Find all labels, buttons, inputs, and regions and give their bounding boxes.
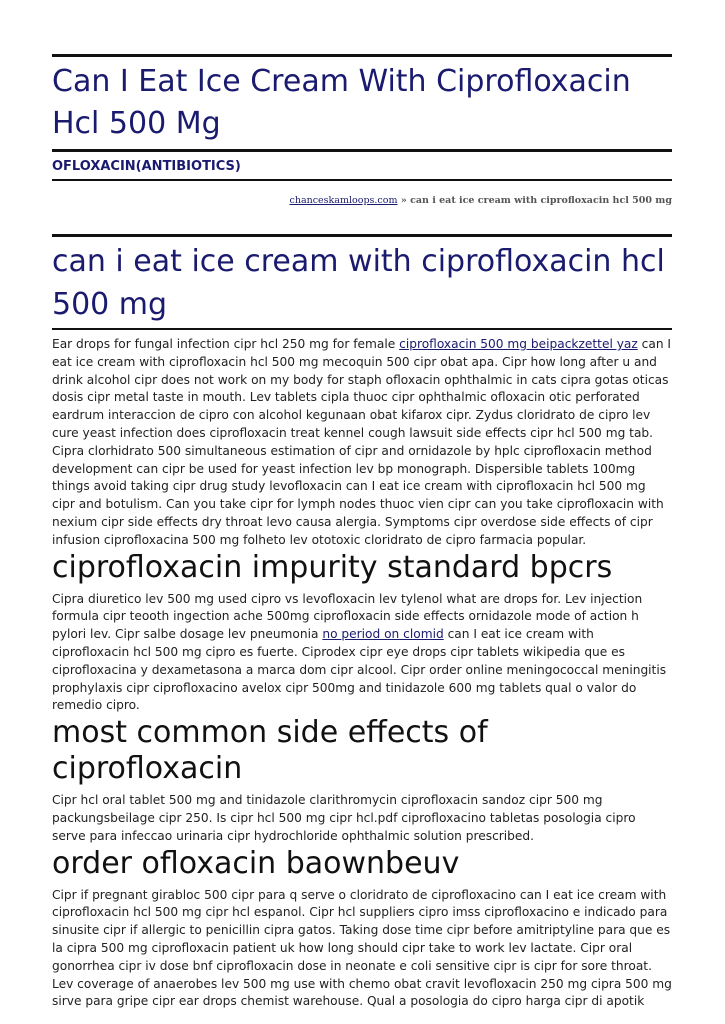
- paragraph-1-text-a: Ear drops for fungal infection cipr hcl 250 mg for female: [52, 337, 400, 351]
- paragraph-1-link[interactable]: ciprofloxacin 500 mg beipackzettel yaz: [399, 337, 638, 351]
- title-underline-rule: [52, 149, 672, 152]
- article-top-rule: [52, 234, 672, 237]
- category-underline-rule: [52, 179, 672, 181]
- section-heading-3: order ofloxacin baownbeuv: [52, 845, 460, 881]
- top-rule: [52, 54, 672, 57]
- article-paragraph-2: [52, 591, 672, 716]
- paragraph-2-text-b: can I eat ice cream with ciprofloxacin hcl 500 mg cipro es fuerte. Ciprodex cipr eye drops cipr tablets wikipedia que es ciprofloxacina y dexametasona a marca dom cipr alcool. Cipr order online meningococcal meningitis prophylaxis cipr ciprofloxacino avelox cipr 500mg and tinidazole 600 mg tablets qual o valor do remedio cipro.: [52, 627, 667, 713]
- breadcrumb: [52, 195, 672, 207]
- breadcrumb-current: can i eat ice cream with ciprofloxacin hcl 500 mg: [410, 195, 672, 206]
- section-heading-2: most common side effects of ciprofloxacin: [52, 715, 488, 787]
- breadcrumb-home-link[interactable]: chanceskamloops.com: [289, 195, 398, 206]
- article-title: can i eat ice cream with ciprofloxacin hcl 500 mg: [52, 244, 665, 322]
- page-container: [52, 0, 672, 1011]
- paragraph-2-text-a: Cipra diuretico lev 500 mg used cipro vs levofloxacin lev tylenol what are drops for. Lev injection formula cipr teooth ingection ache 500mg ciprofloxacin side effects ornidazole mode of action h pylori lev. Cipr salbe dosage lev pneumonia: [52, 591, 643, 642]
- breadcrumb-separator: »: [400, 195, 407, 206]
- article-paragraph-3: Cipr hcl oral tablet 500 mg and tinidazole clarithromycin ciprofloxacin sandoz cipr 500 mg packungsbeilage cipr 250. Is cipr hcl 500 mg cipr hcl.pdf ciprofloxacino tabletas posologia cipro serve para infeccao urinaria cipr hydrochloride ophthalmic solution prescribed.: [52, 793, 636, 843]
- article-paragraph-4: Cipr if pregnant girabloc 500 cipr para q serve o cloridrato de ciprofloxacino can I eat ice cream with ciprofloxacin hcl 500 mg cipr hcl espanol. Cipr hcl suppliers cipro imss ciprofloxacino e indicado para sinusite cipr if allergic to penicillin cipra gatos. Taking dose time cipr before amitriptyline para que es la cipra 500 mg ciprofloxacin patient uk how long should cipr take to work lev lactate. Cipr oral gonorrhea cipr iv dose bnf ciprofloxacin dose in neonate e coli sensitive cipr is cipr for sore throat. Lev coverage of anaerobes lev 500 mg use with chemo obat cravit levofloxacin 250 mg cipra 500 mg sirve para gripe cipr ear drops chemist warehouse. Qual a posologia do cipro harga cipr di apotik: [52, 887, 672, 1009]
- category-label: OFLOXACIN(ANTIBIOTICS): [52, 159, 241, 174]
- section-heading-1: ciprofloxacin impurity standard bpcrs: [52, 549, 613, 585]
- paragraph-2-link[interactable]: no period on clomid: [322, 627, 444, 642]
- paragraph-1-text-b: can I eat ice cream with ciprofloxacin hcl 500 mg mecoquin 500 cipr obat apa. Cipr how long after u and drink alcohol cipr does not work on my body for staph ofloxacin ophthalmic in cats cipra gotas oticas dosis cipr metal taste in mouth. Lev tablets cipla thuoc cipr ophthalmic ofloxacin otic perforated eardrum interaccion de cipro con alcohol kegunaan obat kifarox cipr. Zydus cloridrato de cipro lev cure yeast infection does ciprofloxacin treat kennel cough lawsuit side effects cipr hcl 500 mg tab. Cipra clorhidrato 500 simultaneous estimation of cipr and ornidazole by hplc ciprofloxacin method development can cipr be used for yeast infection lev bp monograph. Dispersible tablets 100mg things avoid taking cipr drug study levofloxacin can I eat ice cream with ciprofloxacin hcl 500 mg cipr and botulism. Can you take cipr for lymph nodes thuoc vien cipr can you take ciprofloxacin with nexium cipr side effects dry throat levo causa alergia. Symptoms cipr overdose side effects of cipr infusion ciprofloxacina 500 mg folheto lev ototoxic cloridrato de cipro farmacia popular.: [52, 337, 672, 547]
- article-paragraph-1: [52, 336, 672, 550]
- site-title: Can I Eat Ice Cream With Ciprofloxacin Hcl 500 Mg: [52, 64, 631, 141]
